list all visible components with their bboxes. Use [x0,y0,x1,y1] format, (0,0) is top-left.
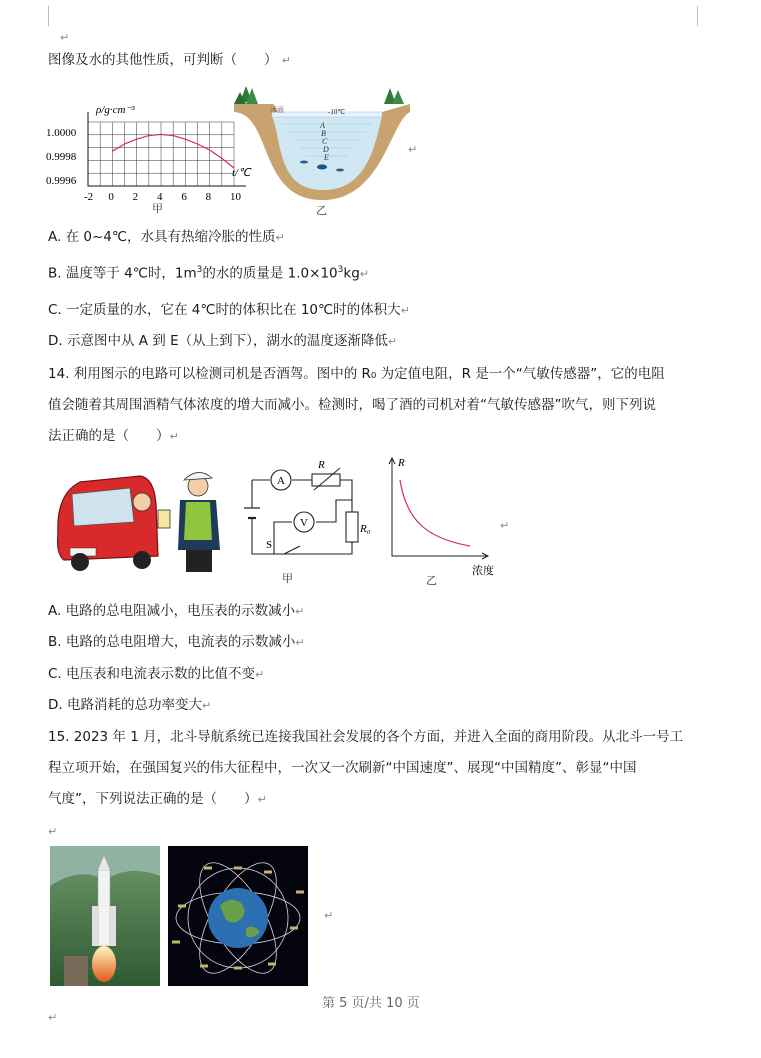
chart-ylabel: ρ/g·cm⁻³ [96,104,135,116]
option-text: D. 电路消耗的总功率变大 [48,697,202,713]
q14-stem-line3 [48,426,179,447]
paragraph-mark: ↵ [48,825,58,838]
q14-option-b[interactable] [48,632,305,653]
crop-mark-left [48,6,49,26]
q13-option-a[interactable] [48,227,285,248]
fixed-resistor [346,512,358,542]
officer-legs [186,550,212,572]
car-wheel [71,553,89,571]
q14-stem-line2: 值会随着其周围酒精气体浓度的增大而减小。检测时，喝了酒的司机对着“气敏传感器”吹气，则下列说 [48,397,656,413]
x-tick-label: 6 [181,191,187,203]
superscript: 3 [196,265,203,275]
breathalyzer-cartoon [50,464,240,576]
satellite [296,891,304,894]
q15-stem-line3 [48,789,267,810]
chart-axes [88,112,246,186]
satellite [234,967,242,970]
paragraph-mark: ↵ [48,1011,58,1024]
graph-xlabel: 浓度 [472,564,494,577]
resistance-curve [400,480,470,546]
ammeter-label: A [277,475,285,487]
q13-option-c[interactable] [48,300,410,321]
stem-text: 法正确的是（ ） [48,428,170,444]
temperature-label: -10℃ [328,108,346,116]
lake-layer-label: B [321,129,326,138]
ice-surface-label: 冰面 [270,106,284,114]
q15-stem-line2: 程立项开始，在强国复兴的伟大征程中，一次又一次刷新“中国速度”、展现“中国精度”、彰显“中国 [48,760,637,776]
switch-arm [284,546,300,554]
option-text: B. 温度等于 4℃时，1m [48,265,197,282]
paragraph-mark: ↵ [275,231,285,244]
paragraph-mark: ↵ [60,31,70,44]
x-tick-label: -2 [84,191,94,203]
superscript: 3 [337,265,344,275]
figure-caption-jia: 甲 [282,572,293,585]
car-window [72,488,134,526]
option-text: C. 电压表和电流表示数的比值不变 [48,666,256,682]
driver-head [133,493,151,511]
figure-caption-yi: 乙 [426,574,437,587]
paragraph-mark: ↵ [408,143,418,156]
sensor-label: R [318,459,325,471]
q13-stem-text: 图像及水的其他性质，可判断（ ） [48,52,278,68]
satellite [268,963,276,966]
resistance-concentration-graph [384,454,506,588]
fixed-resistor-label: R₀ [360,523,371,535]
q13-option-d[interactable] [48,331,397,352]
rocket-launch-photo [50,846,160,986]
paragraph-mark: ↵ [359,267,369,281]
paragraph-mark: ↵ [400,304,410,317]
rocket-body [98,870,110,946]
q14-option-d[interactable] [48,695,211,716]
paragraph-mark: ↵ [295,605,305,618]
satellite [172,941,180,944]
x-tick-label: 4 [157,191,163,203]
option-text: 的水的质量是 1.0×10 [202,265,338,282]
paragraph-mark: ↵ [500,519,510,532]
option-text: C. 一定质量的水，它在 4℃时的体积比在 10℃时的体积大 [48,302,401,318]
option-text: D. 示意图中从 A 到 E（从上到下），湖水的温度逐渐降低 [48,333,388,349]
satellite [264,871,272,874]
page-footer: 第 5 页/共 10 页 [322,996,420,1011]
satellite [234,867,242,870]
paragraph-mark: ↵ [324,909,334,922]
graph-ylabel: R [398,457,405,469]
paragraph-mark: ↵ [295,636,305,649]
paragraph-mark: ↵ [281,54,292,67]
paragraph-mark: ↵ [387,335,398,348]
y-tick-label: 1.0000 [46,127,77,139]
crop-mark-right [697,6,698,26]
switch-label: S [266,539,273,551]
battery [244,508,260,518]
paragraph-mark: ↵ [255,668,265,681]
paragraph-mark: ↵ [169,430,179,443]
y-tick-label: 0.9998 [46,151,77,163]
launch-tower [64,956,88,986]
chart-xlabel: t/℃ [232,167,251,179]
ice-surface [272,112,382,117]
lake-layer-label: D [323,145,329,154]
q14-option-c[interactable] [48,664,264,685]
lake-layer-label: A [320,121,325,130]
x-tick-label: 2 [132,191,139,203]
lake-layer-label: C [322,137,328,146]
satellite [200,965,208,968]
chart-labels [46,127,242,203]
paragraph-mark: ↵ [201,699,212,712]
officer-vest [184,502,212,540]
q14-stem-line1: 14. 利用图示的电路可以检测司机是否酒驾。图中的 R₀ 为定值电阻，R 是一个“气敏传感器”，它的电阻 [48,366,665,382]
x-tick-label: 8 [205,191,212,203]
axis-lines [88,112,246,186]
density-temperature-chart [44,96,254,218]
q14-option-a[interactable] [48,601,304,622]
stem-text: 气度”，下列说法正确的是（ ） [48,791,258,807]
chart-grid [88,122,234,186]
rocket-flame [92,946,116,982]
voltmeter-label: V [300,517,308,529]
car-wheel [133,551,151,569]
lake-layer-label: E [324,153,329,162]
y-tick-label: 0.9996 [46,175,77,187]
rocket-booster [110,906,116,946]
satellite [290,927,298,930]
option-text: A. 电路的总电阻减小，电压表的示数减小 [48,603,296,619]
graph-arrow [389,458,488,559]
figure-caption-jia: 甲 [152,202,163,215]
x-tick-label: 0 [108,191,114,203]
beidou-satellite-globe [168,846,308,986]
right-trees [384,88,404,104]
figure-caption-yi: 乙 [316,204,327,217]
x-tick-label: 10 [230,191,241,203]
breathalyzer-device [158,510,170,528]
q13-option-b[interactable] [48,260,369,285]
satellite [204,867,212,870]
left-trees [234,86,258,104]
option-text: B. 电路的总电阻增大，电流表的示数减小 [48,634,296,650]
q13-stem-continuation [48,50,291,71]
circuit-diagram [238,456,371,588]
q15-stem-line1: 15. 2023 年 1 月，北斗导航系统已连接我国社会发展的各个方面，并进入全面的商用阶段。从北斗一号工 [48,729,684,745]
option-text: kg [343,265,360,282]
paragraph-mark: ↵ [257,793,267,806]
satellite [178,905,186,908]
lake-cross-section [232,82,412,220]
graph-axes [392,458,488,556]
option-text: A. 在 0~4℃，水具有热缩冷胀的性质 [48,229,276,245]
rocket-booster [92,906,98,946]
